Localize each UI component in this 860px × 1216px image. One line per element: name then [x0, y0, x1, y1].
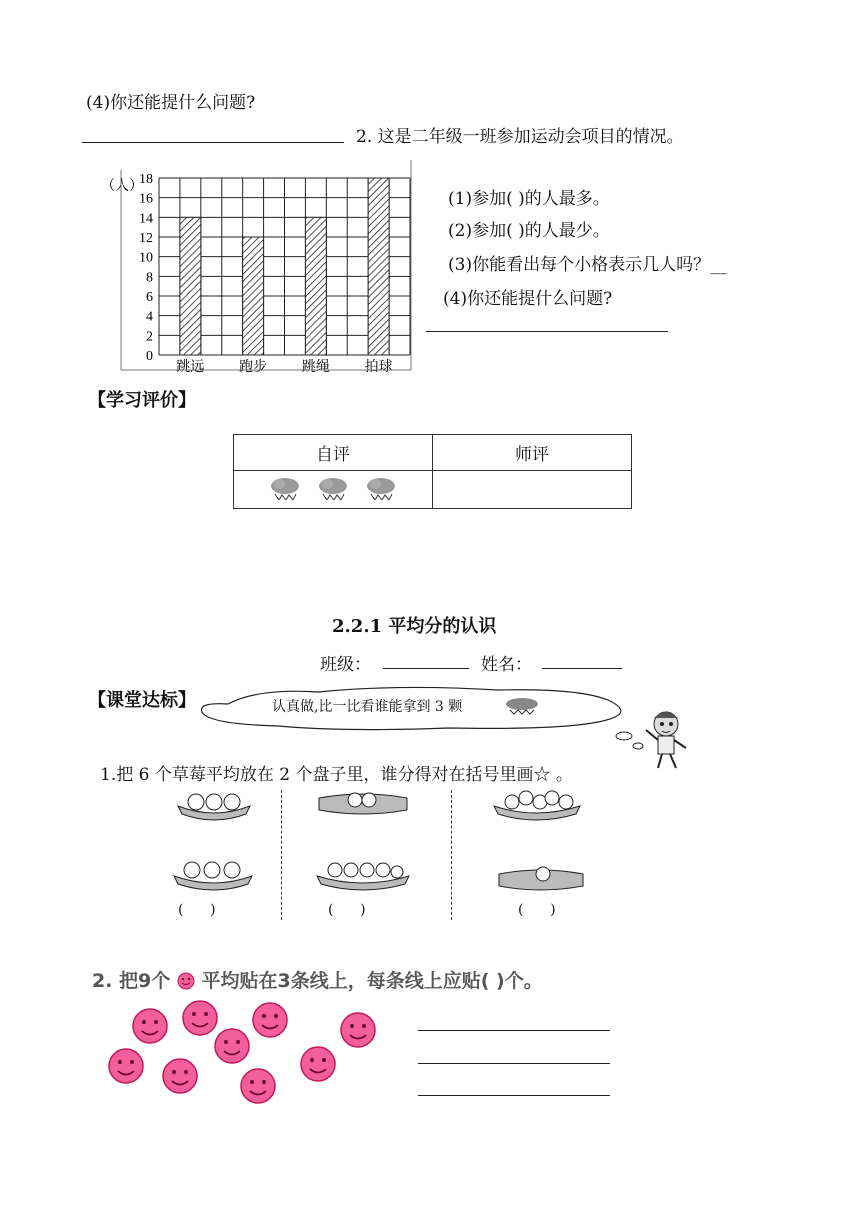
answer-paren-1[interactable]: ( ) — [178, 902, 216, 918]
bar-chart — [95, 160, 415, 372]
cartoon-kid-icon — [642, 706, 692, 772]
y-tick-label: 10 — [139, 250, 153, 266]
bar-chart-svg — [95, 160, 415, 372]
eval-self-header: 自评 — [234, 435, 433, 471]
bar-跑步 — [243, 237, 264, 355]
x-tick-label: 拍球 — [364, 359, 393, 372]
smiley-icon — [163, 1059, 197, 1093]
bar-跳远 — [180, 217, 201, 355]
y-tick-label: 2 — [146, 329, 153, 345]
name-field[interactable] — [542, 668, 622, 669]
plate-icon — [499, 867, 583, 890]
x-tick-label: 跳绳 — [301, 359, 330, 372]
q2-text-after: 平均贴在3条线上，每条线上应贴( )个。 — [201, 970, 543, 992]
class-field[interactable] — [383, 668, 469, 669]
answer-line-top[interactable] — [82, 142, 344, 143]
name-label: 姓名： — [481, 655, 532, 675]
smiley-icon — [341, 1013, 375, 1047]
smiley-icon — [177, 972, 195, 990]
cloud-sticker-icon — [319, 478, 347, 500]
smiley-icon — [133, 1009, 167, 1043]
y-tick-label: 12 — [139, 231, 153, 246]
cloud-sticker-icon — [271, 478, 299, 500]
plate-icon — [178, 794, 250, 820]
eval-self-cell[interactable] — [234, 471, 433, 509]
eval-teacher-header: 师评 — [433, 435, 632, 471]
eval-table — [233, 434, 632, 509]
y-tick-label: 18 — [139, 172, 153, 187]
eval-teacher-cell[interactable] — [433, 471, 632, 509]
plate-icon — [319, 793, 407, 814]
question-2: (2)参加( )的人最少。 — [448, 221, 610, 241]
question-3: (3)你能看出每个小格表示几人吗？__ — [448, 255, 728, 275]
y-tick-label: 16 — [139, 191, 153, 207]
strawberry-plates — [170, 788, 790, 898]
y-tick-label: 14 — [139, 211, 153, 227]
sticker-line-3[interactable] — [418, 1095, 610, 1096]
smiley-icon — [301, 1047, 335, 1081]
bar-拍球 — [368, 178, 389, 355]
sticker-line-2[interactable] — [418, 1063, 610, 1064]
smiley-icon — [109, 1049, 143, 1083]
bubble-text: 认真做,比一比看谁能拿到 3 颗 — [272, 699, 463, 715]
q2-text-before: 2. 把9个 — [92, 970, 171, 992]
sticker-line-1[interactable] — [418, 1030, 610, 1031]
smiley-icon — [183, 1001, 217, 1035]
answer-paren-2[interactable]: ( ) — [328, 902, 366, 918]
q2-text — [92, 966, 543, 993]
y-tick-label: 8 — [146, 270, 153, 286]
cloud-sticker-icon — [367, 478, 395, 500]
question-1: (1)参加( )的人最多。 — [448, 189, 610, 209]
plate-icon — [174, 862, 252, 890]
smiley-icon — [241, 1069, 275, 1103]
smiley-icon — [253, 1003, 287, 1037]
section2-title: 2. 这是二年级一班参加运动会项目的情况。 — [356, 127, 684, 147]
plate-icon — [494, 791, 580, 820]
smiley-group — [100, 990, 400, 1110]
cloud-stickers — [253, 474, 413, 500]
top-question: (4)你还能提什么问题? — [86, 93, 256, 113]
plate-icon — [317, 863, 409, 890]
lesson-title: 2.2.1 平均分的认识 — [332, 616, 497, 637]
answer-paren-3[interactable]: ( ) — [518, 902, 556, 918]
answer-line-q4[interactable] — [426, 331, 668, 332]
question-4: (4)你还能提什么问题? — [443, 289, 613, 309]
bar-跳绳 — [305, 217, 326, 355]
y-tick-label: 6 — [146, 290, 153, 305]
classroom-heading: 【课堂达标】 — [88, 690, 196, 711]
q1-text: 1.把 6 个草莓平均放在 2 个盘子里，谁分得对在括号里画☆ 。 — [100, 765, 573, 785]
y-tick-label: 0 — [146, 349, 153, 364]
y-axis-label: （人） — [101, 178, 143, 194]
class-label: 班级： — [320, 655, 371, 675]
y-tick-label: 4 — [146, 309, 153, 325]
eval-heading: 【学习评价】 — [88, 390, 196, 411]
smiley-icon — [215, 1029, 249, 1063]
x-tick-label: 跑步 — [239, 359, 268, 372]
x-tick-label: 跳远 — [176, 359, 205, 372]
